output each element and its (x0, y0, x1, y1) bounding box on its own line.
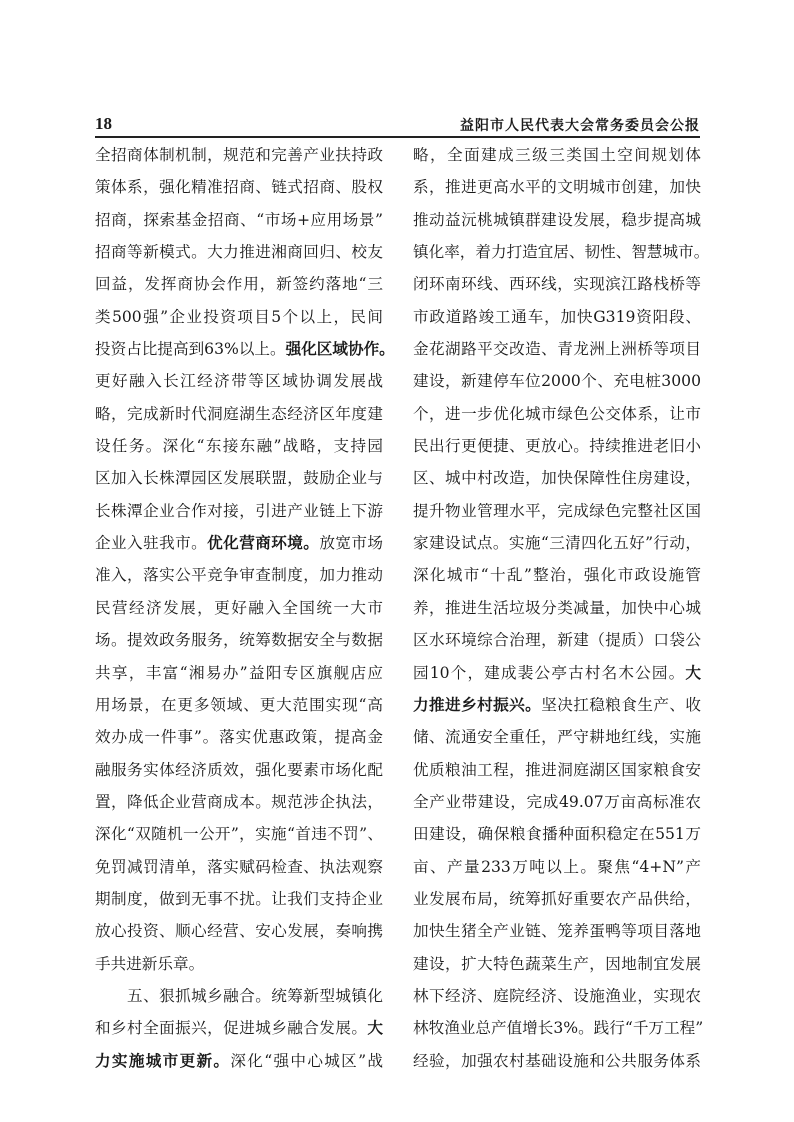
text-segment: 投资占比提高到63%以上。 (95, 340, 286, 359)
text-segment: 业发展布局，统筹抓好重要农产品供给， (413, 889, 701, 908)
text-segment: 深化“双随机一公开”，实施“首违不罚”、 (95, 825, 383, 844)
text-segment: 招商等新模式。大力推进湘商回归、校友 (95, 243, 383, 262)
text-segment: 金花湖路平交改造、青龙洲上洲桥等项目 (413, 340, 701, 359)
text-segment: 区加入长株潭园区发展联盟，鼓励企业与 (95, 469, 383, 488)
text-segment: 市政道路竣工通车，加快G319资阳段、 (413, 307, 701, 326)
text-line (95, 171, 383, 203)
text-segment: 镇化率，着力打造宜居、韧性、智慧城市。 (413, 243, 710, 262)
text-segment: 家建设试点。实施“三清四化五好”行动， (413, 534, 701, 553)
text-line (95, 236, 383, 268)
text-segment: 深化“强中心城区”战 (230, 1051, 383, 1070)
text-line (413, 398, 701, 430)
text-line (413, 1012, 704, 1044)
text-segment: 五、狠抓城乡融合。 (95, 986, 272, 1005)
text-segment: 推动益沅桃城镇群建设发展，稳步提高城 (413, 210, 701, 229)
text-line (413, 139, 701, 171)
bold-heading: 力实施城市更新。 (95, 1051, 231, 1070)
text-segment: 林下经济、庭院经济、设施渔业，实现农 (413, 986, 701, 1005)
text-line (413, 301, 701, 333)
text-segment: 略，完成新时代洞庭湖生态经济区年度建 (95, 404, 383, 423)
text-segment: 储、流通安全重任，严守耕地红线，实施 (413, 728, 701, 747)
text-line (413, 657, 701, 689)
text-segment: 闭环南环线、西环线，实现滨江路栈桥等 (413, 275, 701, 294)
text-segment: 和乡村全面振兴，促进城乡融合发展。 (95, 1019, 368, 1038)
text-segment: 手共进新乐章。 (95, 954, 205, 973)
text-line (413, 559, 701, 591)
page-header (95, 114, 700, 136)
text-line (95, 1012, 383, 1044)
text-line (95, 818, 383, 850)
text-line (413, 786, 701, 818)
text-line (95, 689, 383, 721)
text-line (413, 462, 701, 494)
text-line (413, 268, 701, 300)
text-segment: 准入，落实公平竞争审查制度，加力推动 (95, 566, 383, 585)
text-segment: 全招商体制机制，规范和完善产业扶持政 (95, 146, 383, 164)
text-segment: 统筹新型城镇化 (271, 986, 383, 1005)
text-segment: 养，推进生活垃圾分类减量，加快中心城 (413, 598, 701, 617)
text-line (95, 851, 383, 883)
text-line (413, 527, 701, 559)
text-line (95, 915, 383, 947)
text-line (95, 430, 383, 462)
text-line (413, 365, 701, 397)
text-segment: 坚决扛稳粮食生产、收 (541, 695, 701, 714)
text-line (413, 171, 701, 203)
text-segment: 提升物业管理水平，完成绿色完整社区国 (413, 501, 701, 520)
text-line (95, 980, 383, 1012)
text-line (95, 365, 383, 397)
text-line (95, 495, 383, 527)
text-line (413, 1045, 701, 1077)
text-line (413, 430, 701, 462)
text-segment: 园10个，建成裴公亭古村名木公园。 (413, 663, 686, 682)
text-line (413, 754, 701, 786)
text-line (413, 915, 701, 947)
bold-heading: 大 (685, 663, 701, 682)
text-segment: 林牧渔业总产值增长3%。践行“千万工程” (413, 1019, 704, 1038)
text-line (413, 948, 701, 980)
text-segment: 更好融入长江经济带等区域协调发展战 (95, 372, 383, 391)
text-segment: 长株潭企业合作对接，引进产业链上下游 (95, 501, 383, 520)
text-segment: 略，全面建成三级三类国土空间规划体 (413, 146, 701, 164)
text-segment: 类500强”企业投资项目5个以上，民间 (95, 307, 383, 326)
text-line (413, 236, 710, 268)
text-line (413, 883, 701, 915)
text-segment: 区、城中村改造，加快保障性住房建设， (413, 469, 701, 488)
text-line (413, 495, 701, 527)
text-segment: 加快生猪全产业链、笼养蛋鸭等项目落地 (413, 922, 701, 941)
text-line (95, 527, 383, 559)
text-segment: 区水环境综合治理，新建（提质）口袋公 (413, 631, 701, 650)
text-line (95, 139, 383, 171)
text-line (95, 786, 383, 818)
text-line (95, 592, 383, 624)
page-number: 18 (95, 114, 112, 133)
text-segment: 深化城市“十乱”整治，强化市政设施管 (413, 566, 701, 585)
text-line (413, 333, 701, 365)
text-line (95, 204, 383, 236)
text-segment: 建设，新建停车位2000个、充电桩3000 (413, 372, 701, 391)
text-line (95, 462, 383, 494)
text-segment: 建设，扩大特色蔬菜生产，因地制宜发展 (413, 954, 701, 973)
text-segment: 回益，发挥商协会作用，新签约落地“三 (95, 275, 383, 294)
text-line (95, 559, 383, 591)
header-rule (95, 136, 700, 138)
text-line (413, 818, 701, 850)
text-segment: 亩、产量233万吨以上。聚焦“4+N”产 (413, 857, 701, 876)
text-line (413, 851, 701, 883)
text-segment: 置，降低企业营商成本。规范涉企执法， (95, 792, 383, 811)
text-segment: 民出行更便捷、更放心。持续推进老旧小 (413, 437, 701, 456)
text-line (95, 721, 383, 753)
text-line (95, 268, 383, 300)
text-segment: 策体系，强化精准招商、链式招商、股权 (95, 178, 383, 197)
text-line (95, 883, 383, 915)
text-line (413, 980, 701, 1012)
text-segment: 招商，探索基金招商、“市场+应用场景” (95, 210, 383, 229)
bold-heading: 优化营商环境。 (207, 534, 320, 553)
right-column (413, 139, 710, 1077)
text-segment: 田建设，确保粮食播种面积稳定在551万 (413, 825, 701, 844)
text-segment: 放宽市场 (319, 534, 383, 553)
text-segment: 效办成一件事”。落实优惠政策，提高金 (95, 728, 383, 747)
text-segment: 民营经济发展，更好融入全国统一大市 (95, 598, 383, 617)
text-line (95, 948, 383, 980)
text-line (95, 624, 383, 656)
text-segment: 经验，加强农村基础设施和公共服务体系 (413, 1051, 701, 1070)
text-segment: 场。提效政务服务，统筹数据安全与数据 (95, 631, 383, 650)
text-segment: 期制度，做到无事不扰。让我们支持企业 (95, 889, 383, 908)
text-line (95, 754, 383, 786)
text-segment: 免罚减罚清单，落实赋码检查、执法观察 (95, 857, 383, 876)
text-segment: 放心投资、顺心经营、安心发展，奏响携 (95, 922, 383, 941)
text-line (95, 333, 395, 365)
text-segment: 企业入驻我市。 (95, 534, 208, 553)
left-column (95, 139, 395, 1077)
bold-heading: 大 (367, 1019, 383, 1038)
text-line (95, 398, 383, 430)
bold-heading: 力推进乡村振兴。 (413, 695, 542, 714)
text-line (413, 721, 701, 753)
text-segment: 设任务。深化“东接东融”战略，支持园 (95, 437, 383, 456)
text-line (413, 689, 701, 721)
text-line (95, 301, 383, 333)
text-line (95, 657, 383, 689)
text-segment: 用场景，在更多领域、更大范围实现“高 (95, 695, 383, 714)
text-segment: 融服务实体经济质效，强化要素市场化配 (95, 760, 383, 779)
text-line (413, 624, 701, 656)
bold-heading: 强化区域协作。 (285, 340, 395, 359)
text-segment: 全产业带建设，完成49.07万亩高标准农 (413, 792, 701, 811)
text-segment: 系，推进更高水平的文明城市创建，加快 (413, 178, 701, 197)
text-line (95, 1045, 383, 1077)
journal-title: 益阳市人民代表大会常务委员会公报 (460, 118, 700, 134)
text-segment: 优质粮油工程，推进洞庭湖区国家粮食安 (413, 760, 701, 779)
text-segment: 个，进一步优化城市绿色公交体系，让市 (413, 404, 701, 423)
text-segment: 共享，丰富“湘易办”益阳专区旗舰店应 (95, 663, 383, 682)
text-line (413, 204, 701, 236)
text-line (413, 592, 701, 624)
